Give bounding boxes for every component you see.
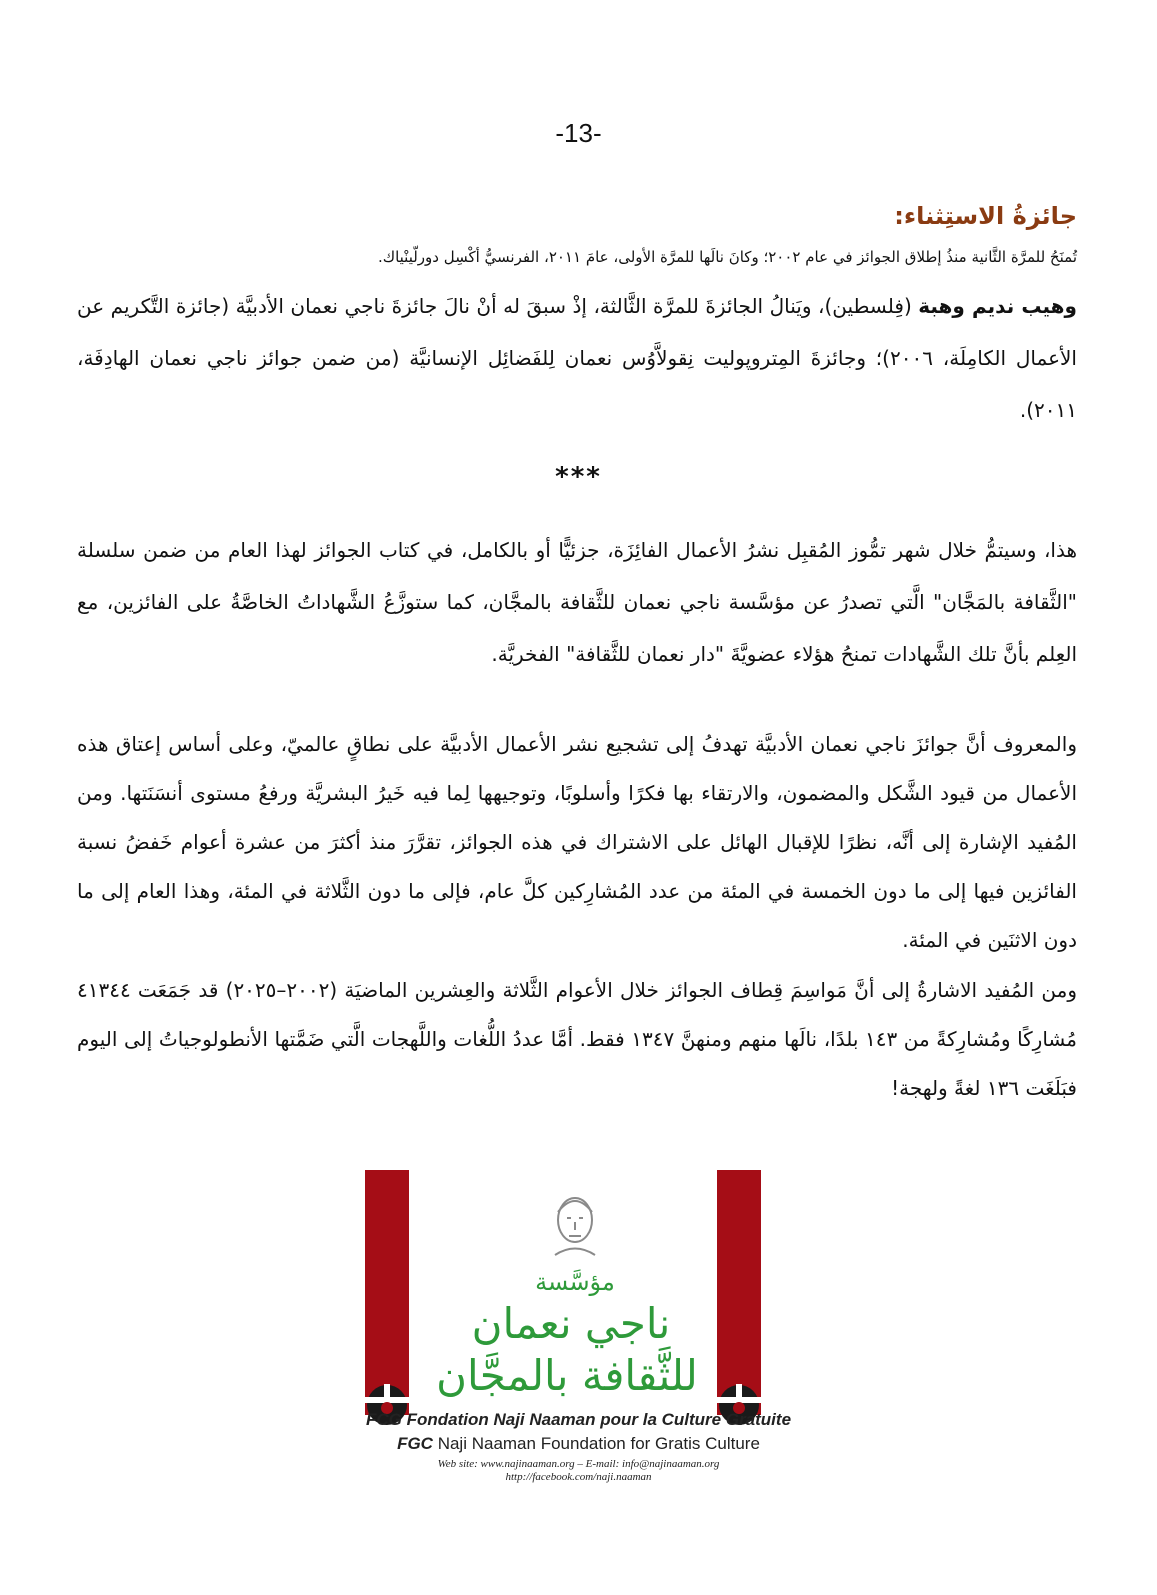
intro-line: تُمنَحُ للمرَّة الثَّانية منذُ إطلاق الجوائز في عام ٢٠٠٢؛ وكانَ نالَها للمرَّة الأولى، عامَ ٢٠١١، الفرنسيُّ أكْسِل دورلّينْياك.	[377, 248, 1077, 266]
section-title: جائزةُ الاستِثناء:	[894, 202, 1077, 230]
logo-left-banner	[365, 1170, 409, 1415]
footer-fr-abbr: FCG	[365, 1410, 402, 1429]
footer-website-email[interactable]: Web site: www.najinaaman.org – E-mail: info@najinaaman.org	[437, 1458, 720, 1470]
footer-french	[0, 1410, 1157, 1430]
paragraph-statistics: ومن المُفيد الاشارةُ إلى أنَّ مَواسِمَ قِطاف الجوائز خلال الأعوام الثَّلاثة والعِشرين الماضيَة (٢٠٠٢–٢٠٢٥) قد جَمَعَت ٤١٣٤٤ مُشارِكًا ومُشارِكةً من ١٤٣ بلدًا، نالَها منهم ومنهنَّ ١٣٤٧ فقط. أمَّا عددُ اللُّغات واللَّهجات الَّتي ضَمَّتها الأنطولوجياتُ إلى اليوم فبَلَغَت ١٣٦ لغةً ولهجة!	[77, 978, 1077, 1100]
logo-text-line3: للثَّقافة بالمجَّان	[436, 1351, 698, 1400]
winner-name: وهيب نديم وهبة	[918, 294, 1077, 318]
footer-english	[0, 1434, 1157, 1454]
footer-facebook-link[interactable]: http://facebook.com/naji.naaman	[505, 1471, 652, 1483]
logo-text-line2: ناجي نعمان	[471, 1299, 671, 1348]
winner-details: (فِلسطين)، ويَنالُ الجائزةَ للمرَّة الثَّالثة، إذْ سبقَ له أنْ نالَ جائزةَ ناجي نعمان الأدبيَّة (جائزة التَّكريم عن الأعمال الكامِلَة، ٢٠٠٦)؛ وجائزةَ المِتروپوليت نِقولاَّوُس نعمان لِلفَضائِل الإنسانيَّة (من ضمن جوائز ناجي نعمان الهادِفَة، ٢٠١١).	[77, 294, 1077, 422]
logo-text-line1: مؤسَّسة	[535, 1268, 615, 1296]
footer-fr-text: Fondation Naji Naaman pour la Culture Gratuite	[406, 1410, 792, 1429]
logo-right-banner	[717, 1170, 761, 1415]
paragraph-winner	[77, 280, 1077, 436]
section-separator: ***	[555, 462, 602, 492]
page-number: -13-	[555, 118, 602, 148]
footer-en-text: Naji Naaman Foundation for Gratis Culture	[437, 1434, 760, 1453]
portrait-sketch	[555, 1198, 595, 1255]
paragraph-publication: هذا، وسيتمُّ خلال شهر تمُّوز المُقبِل نشرُ الأعمال الفائِزَة، جزئيًّا أو بالكامل، في كتاب الجوائز لهذا العام من ضمن سلسلة "الثَّقافة بالمَجَّان" الَّتي تصدرُ عن مؤسَّسة ناجي نعمان للثَّقافة بالمجَّان، كما ستوزَّعُ الشَّهاداتُ الخاصَّةُ على الفائزين، مع العِلم بأنَّ تلك الشَّهادات تمنحُ هؤلاء عضويَّةَ "دار نعمان للثَّقافة" الفخريَّة.	[77, 538, 1077, 666]
paragraph-about-awards: والمعروف أنَّ جوائزَ ناجي نعمان الأدبيَّة تهدفُ إلى تشجيع نشر الأعمال الأدبيَّة على نطاقٍ عالميّ، وعلى أساس إعتاق هذه الأعمال من قيود الشَّكل والمضمون، والارتقاء بها فكرًا وأسلوبًا، وتوجيهها لِما فيه خَيرُ البشريَّة ورفعُ مستوى أنسَنَتها. ومن المُفيد الإشارة إلى أنَّه، نظرًا للإقبال الهائل على الاشتراك في هذه الجوائز، تقرَّرَ منذ أكثرَ من عشرة أعوام خَفضُ نسبة الفائزين فيها إلى ما دون الخمسة في المئة من عدد المُشارِكين كلَّ عام، فإلى ما دون الثَّلاثة في المئة، وهذا العام إلى ما دون الاثنَين في المئة.	[77, 732, 1077, 952]
footer-en-abbr: FGC	[397, 1434, 433, 1453]
